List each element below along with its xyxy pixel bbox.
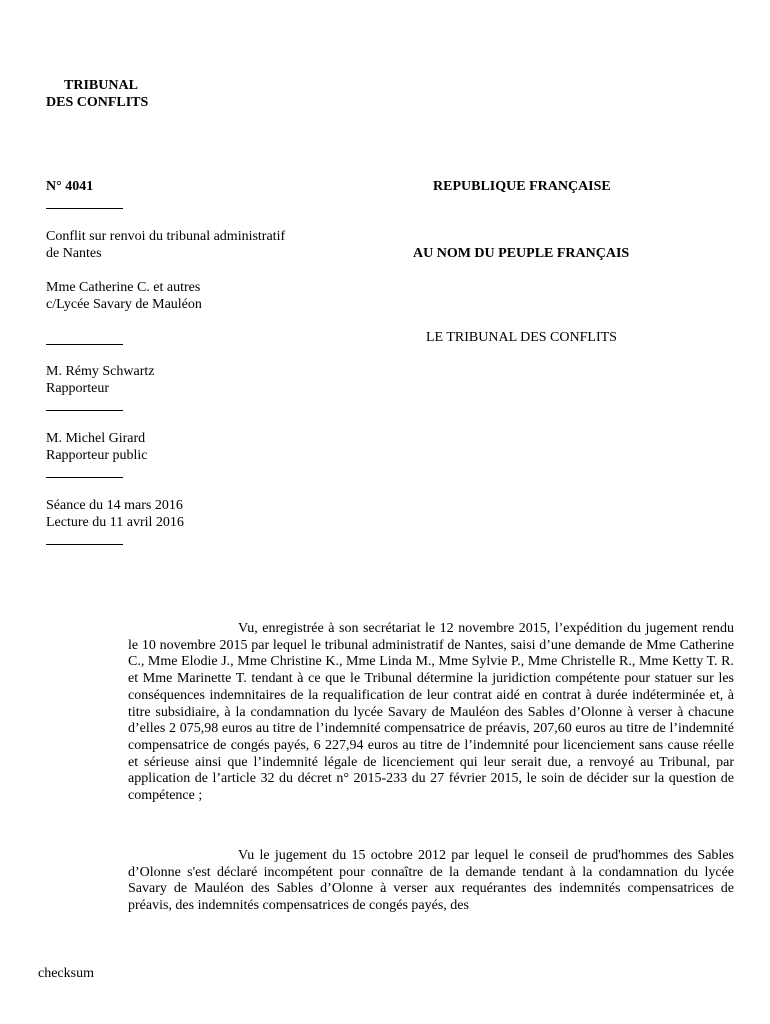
court-name-line1: TRIBUNAL xyxy=(64,78,138,93)
rapporteur-public-role: Rapporteur public xyxy=(46,448,148,463)
case-number: N° 4041 xyxy=(46,179,94,194)
divider xyxy=(46,344,123,345)
heading-tribunal: LE TRIBUNAL DES CONFLITS xyxy=(426,330,617,345)
seance-date: Séance du 14 mars 2016 xyxy=(46,498,183,513)
body-paragraph-2 xyxy=(128,848,734,915)
court-name-line2: DES CONFLITS xyxy=(46,95,149,110)
divider xyxy=(46,544,123,545)
conflict-description-line2: de Nantes xyxy=(46,246,102,261)
divider xyxy=(46,477,123,478)
parties-line2: c/Lycée Savary de Mauléon xyxy=(46,297,202,312)
body-paragraph-1 xyxy=(128,621,734,805)
heading-au-nom-du-peuple: AU NOM DU PEUPLE FRANÇAIS xyxy=(413,246,630,261)
rapporteur-role: Rapporteur xyxy=(46,381,109,396)
conflict-description-line1: Conflit sur renvoi du tribunal administratif xyxy=(46,229,286,244)
rapporteur-public-name: M. Michel Girard xyxy=(46,431,146,446)
lecture-date: Lecture du 11 avril 2016 xyxy=(46,515,184,530)
divider xyxy=(46,208,123,209)
divider xyxy=(46,410,123,411)
footer-checksum: checksum xyxy=(38,966,94,981)
heading-republique: REPUBLIQUE FRANÇAISE xyxy=(433,179,611,194)
body-paragraph-2-text: Vu le jugement du 15 octobre 2012 par lequel le conseil de prud'hommes des Sables d’Olonne s'est déclaré incompétent pour connaître de la demande tendant à la condamnation du lycée Savary de Mauléon des Sables d’Olonne à verser aux requérantes des indemnités compensatrices de préavis, des indemnités compensatrices de congés payés, des xyxy=(128,848,734,914)
parties-line1: Mme Catherine C. et autres xyxy=(46,280,201,295)
rapporteur-name: M. Rémy Schwartz xyxy=(46,364,155,379)
body-paragraph-1-text: Vu, enregistrée à son secrétariat le 12 novembre 2015, l’expédition du jugement rendu le 10 novembre 2015 par lequel le tribunal administratif de Nantes, saisi d’une demande de Mme Catherine C., Mme Elodie J., Mme Christine K., Mme Linda M., Mme Sylvie P., Mme Christelle R., Mme Ketty T. R. et Mme Marinette T. tendant à ce que le Tribunal détermine la juridiction compétente pour statuer sur les conséquences indemnitaires de la requalification de leur contrat aidé en contrat à durée indéterminée et, à titre subsidiaire, à la condamnation du lycée Savary de Mauléon des Sables d’Olonne à verser à chacune d’elles 2 075,98 euros au titre de l’indemnité compensatrice de préavis, 207,60 euros au titre de l’indemnité compensatrice de congés payés, 6 227,94 euros au titre de l’indemnité pour licenciement sans cause réelle et sérieuse ainsi que l’indemnité légale de licenciement qui leur serait due, a renvoyé au Tribunal, par application de l’article 32 du décret n° 2015-233 du 27 février 2015, le soin de décider sur la question de compétence ; xyxy=(128,621,734,804)
